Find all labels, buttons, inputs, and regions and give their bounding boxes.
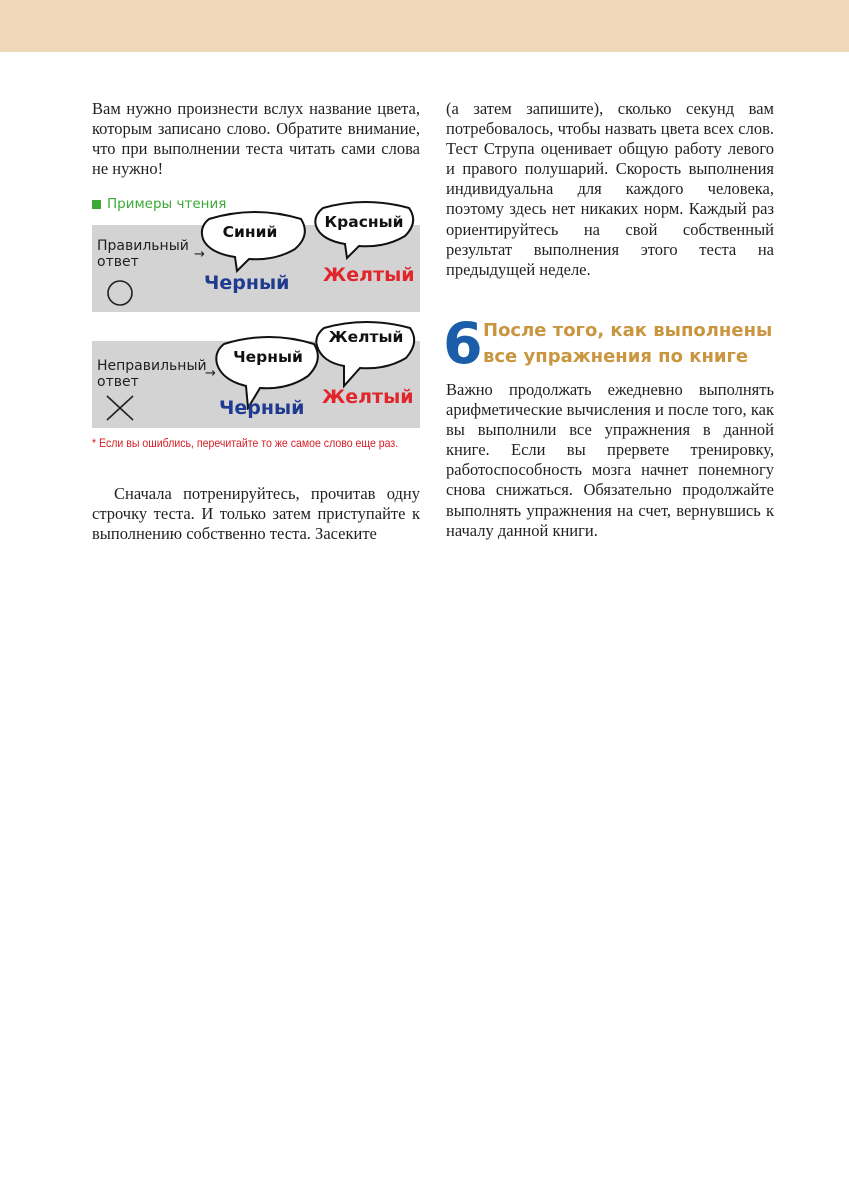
ink-word-blue: Черный [204,272,290,294]
section-number: 6 [443,311,483,377]
intro-paragraph: Вам нужно произнести вслух название цвета, которым записано слово. Обратите внимание, что при выполнении теста читать сами слова не нужно! [92,99,420,179]
circle-icon [105,278,135,308]
ink-word-red: Желтый [323,264,415,286]
incorrect-label-line1: Неправильный [97,358,207,374]
practice-paragraph: Сначала потренируйтесь, прочитав одну строчку теста. И только затем приступайте к выполнению собственно теста. Засеките [92,484,420,544]
footnote: * Если вы ошиблись, перечитайте то же самое слово еще раз. [92,436,399,450]
right-column [446,99,774,280]
top-color-band [0,0,849,52]
incorrect-label-line2: ответ [97,374,139,390]
incorrect-answer-label [97,358,207,390]
green-square-icon [92,200,101,209]
correct-label-line1: Правильный [97,238,189,254]
bubble-word: Желтый [328,328,404,346]
examples-title-text: Примеры чтения [107,196,227,212]
bubble-word: Синий [222,223,278,241]
ink-word-red: Желтый [322,386,414,408]
ink-word-blue: Черный [219,397,305,419]
left-column [92,99,420,179]
section-body [446,380,774,541]
section-paragraph: Важно продолжать ежедневно выполнять арифметические вычисления и после того, как вы выполнили все упражнения в данной книге. Если вы прервете тренировку, работоспособность мозга начнет понемногу снова снижаться. Обязательно продолжайте выполнять упражнения на счет, вернувшись к началу данной книги. [446,380,774,540]
correct-label-line2: ответ [97,254,139,270]
correct-answer-label [97,238,189,270]
cross-icon [104,393,136,423]
section-heading: После того, как выполнены все упражнения по книге [483,320,773,367]
bubble-word: Черный [233,348,303,366]
continuation-paragraph: (а затем запишите), сколько секунд вам потребовалось, чтобы назвать цвета всех слов. Тест Струпа оценивает общую работу левого и правого полушарий. Скорость выполнения индивидуальна для каждого человека, поэтому здесь нет никаких норм. Каждый раз ориентируйтесь на свой собственный результат выполнения этого теста на предыдущей неделе. [446,99,774,279]
correct-arrow-icon: → [194,247,205,262]
left-column-bottom [92,484,420,544]
bubble-word: Красный [324,213,404,231]
incorrect-arrow-icon: → [205,366,216,381]
